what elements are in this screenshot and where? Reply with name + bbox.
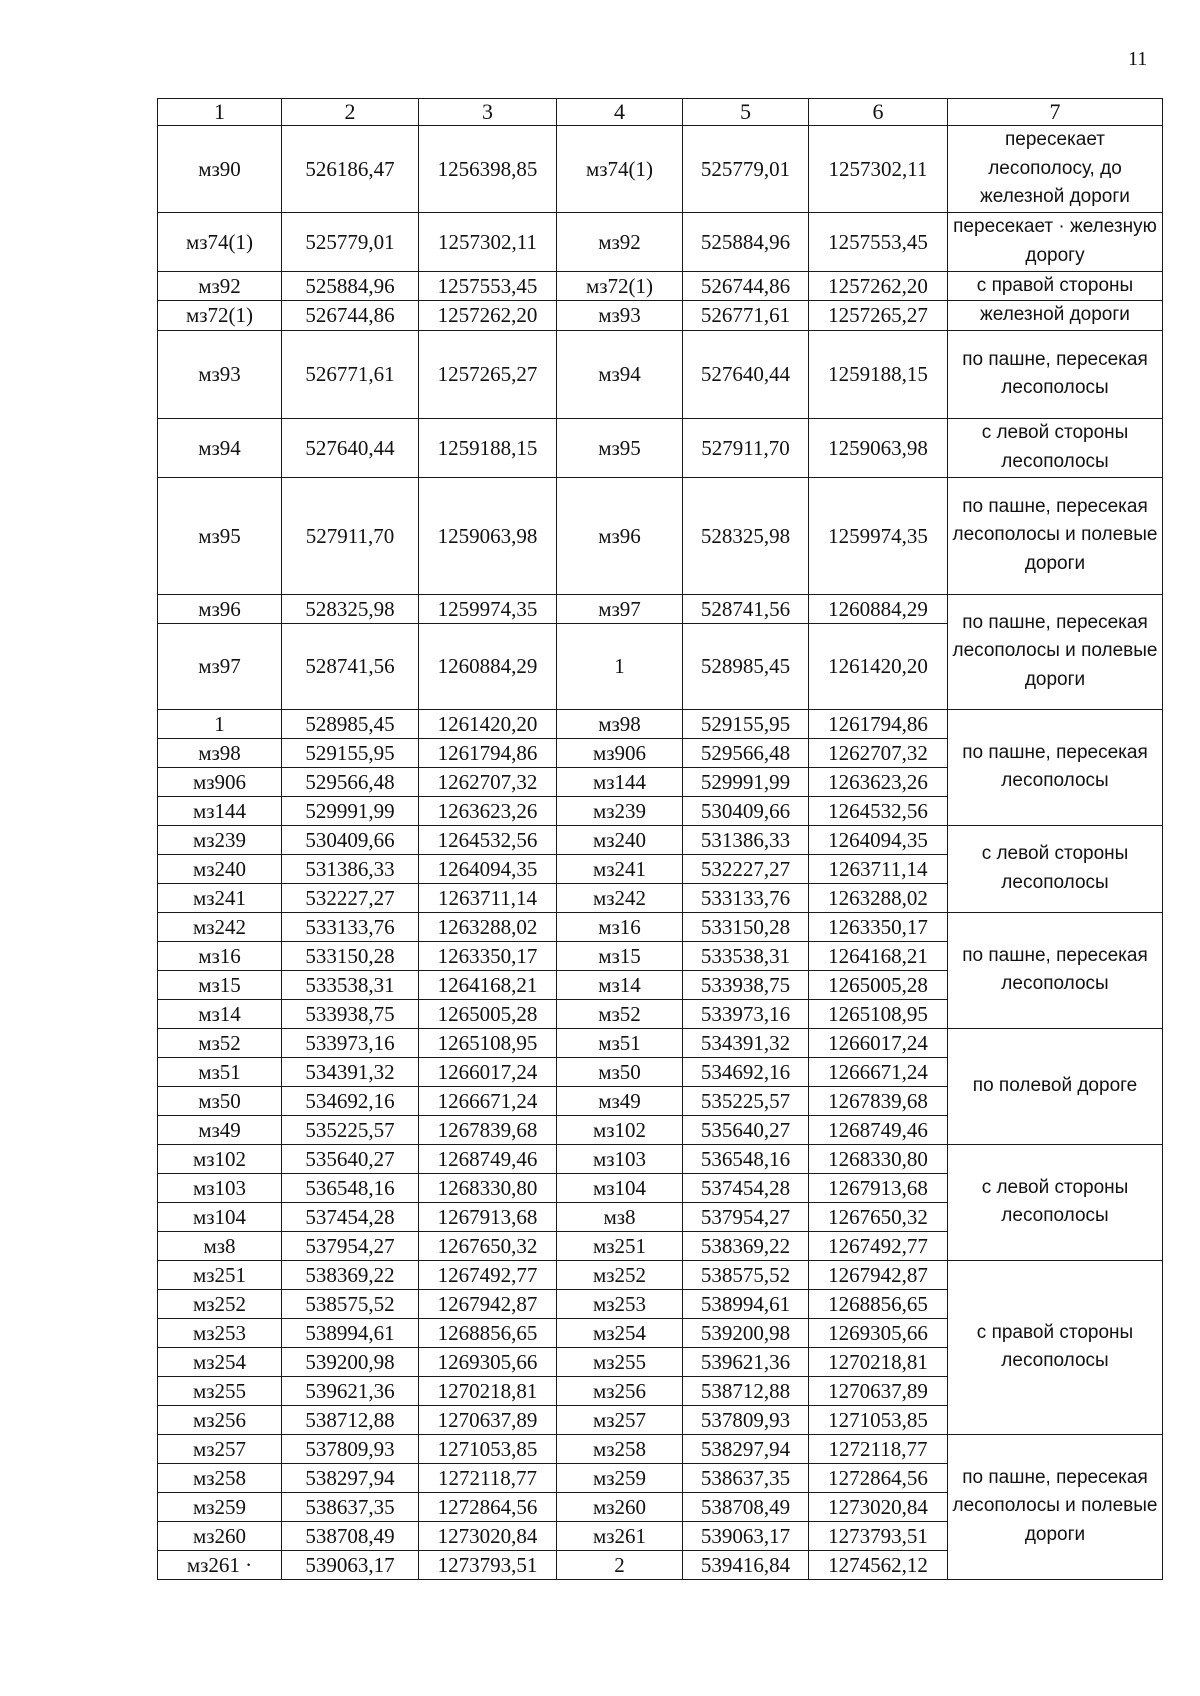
y-from-cell: 1268856,65 — [419, 1318, 557, 1347]
point-to-cell: мз98 — [557, 709, 683, 738]
x-from-cell: 534391,32 — [282, 1057, 419, 1086]
point-from-cell: мз95 — [158, 477, 282, 594]
y-to-cell: 1270637,89 — [809, 1376, 948, 1405]
point-to-cell: мз257 — [557, 1405, 683, 1434]
table-row — [158, 271, 1163, 301]
y-to-cell: 1267492,77 — [809, 1231, 948, 1260]
y-from-cell: 1262707,32 — [419, 767, 557, 796]
x-to-cell: 533150,28 — [683, 912, 809, 941]
point-from-cell: мз239 — [158, 825, 282, 854]
y-from-cell: 1257262,20 — [419, 301, 557, 331]
x-to-cell: 525884,96 — [683, 212, 809, 271]
point-from-cell: мз241 — [158, 883, 282, 912]
boundary-description-cell: с левой стороны лесополосы — [948, 1144, 1163, 1260]
y-from-cell: 1267913,68 — [419, 1202, 557, 1231]
x-to-cell: 539063,17 — [683, 1521, 809, 1550]
point-from-cell: мз240 — [158, 854, 282, 883]
column-header: 4 — [557, 99, 683, 126]
x-from-cell: 526186,47 — [282, 126, 419, 213]
point-to-cell: мз49 — [557, 1086, 683, 1115]
y-from-cell: 1271053,85 — [419, 1434, 557, 1463]
point-to-cell: мз104 — [557, 1173, 683, 1202]
point-to-cell: мз254 — [557, 1318, 683, 1347]
y-from-cell: 1264094,35 — [419, 854, 557, 883]
y-from-cell: 1272118,77 — [419, 1463, 557, 1492]
point-to-cell: мз14 — [557, 970, 683, 999]
x-from-cell: 526744,86 — [282, 301, 419, 331]
y-to-cell: 1262707,32 — [809, 738, 948, 767]
table-row — [158, 212, 1163, 271]
y-to-cell: 1264094,35 — [809, 825, 948, 854]
x-from-cell: 534692,16 — [282, 1086, 419, 1115]
point-to-cell: мз251 — [557, 1231, 683, 1260]
point-to-cell: мз256 — [557, 1376, 683, 1405]
table-body — [158, 99, 1163, 1580]
point-to-cell: мз252 — [557, 1260, 683, 1289]
point-to-cell: мз51 — [557, 1028, 683, 1057]
y-to-cell: 1261420,20 — [809, 623, 948, 709]
point-from-cell: мз96 — [158, 594, 282, 623]
point-from-cell: мз74(1) — [158, 212, 282, 271]
point-from-cell: мз97 — [158, 623, 282, 709]
y-from-cell: 1263623,26 — [419, 796, 557, 825]
boundary-description-cell: пересекает лесополосу, до железной дороги — [948, 126, 1163, 213]
x-from-cell: 533538,31 — [282, 970, 419, 999]
x-from-cell: 538708,49 — [282, 1521, 419, 1550]
point-to-cell: мз258 — [557, 1434, 683, 1463]
y-from-cell: 1269305,66 — [419, 1347, 557, 1376]
x-to-cell: 535640,27 — [683, 1115, 809, 1144]
y-to-cell: 1273020,84 — [809, 1492, 948, 1521]
x-to-cell: 526744,86 — [683, 271, 809, 301]
x-from-cell: 525779,01 — [282, 212, 419, 271]
table-row — [158, 330, 1163, 418]
x-from-cell: 536548,16 — [282, 1173, 419, 1202]
point-to-cell: мз102 — [557, 1115, 683, 1144]
boundary-description-cell: по пашне, пересекая лесополосы — [948, 709, 1163, 825]
x-from-cell: 538637,35 — [282, 1492, 419, 1521]
y-to-cell: 1266017,24 — [809, 1028, 948, 1057]
y-to-cell: 1263350,17 — [809, 912, 948, 941]
y-to-cell: 1273793,51 — [809, 1521, 948, 1550]
column-header: 5 — [683, 99, 809, 126]
x-from-cell: 525884,96 — [282, 271, 419, 301]
table-row — [158, 477, 1163, 594]
x-from-cell: 529991,99 — [282, 796, 419, 825]
point-from-cell: мз256 — [158, 1405, 282, 1434]
x-to-cell: 538708,49 — [683, 1492, 809, 1521]
point-from-cell: мз90 — [158, 126, 282, 213]
y-from-cell: 1266671,24 — [419, 1086, 557, 1115]
y-from-cell: 1265108,95 — [419, 1028, 557, 1057]
x-from-cell: 529566,48 — [282, 767, 419, 796]
y-from-cell: 1267650,32 — [419, 1231, 557, 1260]
point-to-cell: мз255 — [557, 1347, 683, 1376]
y-to-cell: 1257262,20 — [809, 271, 948, 301]
y-to-cell: 1257553,45 — [809, 212, 948, 271]
x-to-cell: 529991,99 — [683, 767, 809, 796]
point-to-cell: мз15 — [557, 941, 683, 970]
table-row — [158, 1028, 1163, 1057]
y-from-cell: 1257302,11 — [419, 212, 557, 271]
x-to-cell: 530409,66 — [683, 796, 809, 825]
y-from-cell: 1256398,85 — [419, 126, 557, 213]
x-from-cell: 532227,27 — [282, 883, 419, 912]
y-to-cell: 1269305,66 — [809, 1318, 948, 1347]
x-to-cell: 528325,98 — [683, 477, 809, 594]
y-to-cell: 1272864,56 — [809, 1463, 948, 1492]
point-from-cell: мз16 — [158, 941, 282, 970]
point-to-cell: 2 — [557, 1550, 683, 1579]
x-from-cell: 538369,22 — [282, 1260, 419, 1289]
y-to-cell: 1264168,21 — [809, 941, 948, 970]
point-from-cell: мз102 — [158, 1144, 282, 1173]
y-from-cell: 1267942,87 — [419, 1289, 557, 1318]
point-to-cell: мз94 — [557, 330, 683, 418]
y-to-cell: 1263623,26 — [809, 767, 948, 796]
x-from-cell: 526771,61 — [282, 330, 419, 418]
boundary-description-cell: пересекает · железную дорогу — [948, 212, 1163, 271]
x-from-cell: 533938,75 — [282, 999, 419, 1028]
point-from-cell: мз98 — [158, 738, 282, 767]
x-from-cell: 533973,16 — [282, 1028, 419, 1057]
y-to-cell: 1270218,81 — [809, 1347, 948, 1376]
y-to-cell: 1259188,15 — [809, 330, 948, 418]
point-to-cell: мз95 — [557, 418, 683, 477]
point-from-cell: 1 — [158, 709, 282, 738]
y-to-cell: 1268330,80 — [809, 1144, 948, 1173]
point-from-cell: мз51 — [158, 1057, 282, 1086]
y-from-cell: 1270637,89 — [419, 1405, 557, 1434]
y-from-cell: 1265005,28 — [419, 999, 557, 1028]
y-to-cell: 1259974,35 — [809, 477, 948, 594]
x-to-cell: 528741,56 — [683, 594, 809, 623]
x-to-cell: 537954,27 — [683, 1202, 809, 1231]
point-from-cell: мз242 — [158, 912, 282, 941]
x-from-cell: 528325,98 — [282, 594, 419, 623]
boundary-description-cell: по пашне, пересекая лесополосы и полевые дороги — [948, 477, 1163, 594]
y-to-cell: 1267942,87 — [809, 1260, 948, 1289]
point-from-cell: мз52 — [158, 1028, 282, 1057]
column-header: 3 — [419, 99, 557, 126]
y-to-cell: 1267839,68 — [809, 1086, 948, 1115]
column-header: 1 — [158, 99, 282, 126]
x-from-cell: 527911,70 — [282, 477, 419, 594]
boundary-description-cell: по пашне, пересекая лесополосы — [948, 912, 1163, 1028]
x-to-cell: 526771,61 — [683, 301, 809, 331]
point-to-cell: мз93 — [557, 301, 683, 331]
point-from-cell: мз144 — [158, 796, 282, 825]
x-to-cell: 533938,75 — [683, 970, 809, 999]
point-to-cell: мз906 — [557, 738, 683, 767]
x-to-cell: 538297,94 — [683, 1434, 809, 1463]
x-to-cell: 538637,35 — [683, 1463, 809, 1492]
point-to-cell: мз96 — [557, 477, 683, 594]
x-to-cell: 533973,16 — [683, 999, 809, 1028]
y-from-cell: 1261420,20 — [419, 709, 557, 738]
point-from-cell: мз8 — [158, 1231, 282, 1260]
point-from-cell: мз15 — [158, 970, 282, 999]
y-from-cell: 1266017,24 — [419, 1057, 557, 1086]
page-number: 11 — [1128, 48, 1148, 70]
point-to-cell: мз97 — [557, 594, 683, 623]
point-from-cell: мз253 — [158, 1318, 282, 1347]
y-from-cell: 1268330,80 — [419, 1173, 557, 1202]
x-to-cell: 539416,84 — [683, 1550, 809, 1579]
x-to-cell: 533133,76 — [683, 883, 809, 912]
coordinates-table — [157, 98, 1163, 1580]
point-from-cell: мз103 — [158, 1173, 282, 1202]
point-from-cell: мз94 — [158, 418, 282, 477]
y-from-cell: 1263350,17 — [419, 941, 557, 970]
point-to-cell: мз240 — [557, 825, 683, 854]
table-row — [158, 912, 1163, 941]
x-from-cell: 539200,98 — [282, 1347, 419, 1376]
x-to-cell: 539200,98 — [683, 1318, 809, 1347]
table-row — [158, 1260, 1163, 1289]
y-from-cell: 1259063,98 — [419, 477, 557, 594]
x-from-cell: 539621,36 — [282, 1376, 419, 1405]
table-header-row — [158, 99, 1163, 126]
x-from-cell: 527640,44 — [282, 418, 419, 477]
y-from-cell: 1259188,15 — [419, 418, 557, 477]
y-to-cell: 1267650,32 — [809, 1202, 948, 1231]
y-to-cell: 1257302,11 — [809, 126, 948, 213]
y-to-cell: 1263711,14 — [809, 854, 948, 883]
x-to-cell: 538712,88 — [683, 1376, 809, 1405]
x-from-cell: 535640,27 — [282, 1144, 419, 1173]
y-from-cell: 1261794,86 — [419, 738, 557, 767]
point-from-cell: мз92 — [158, 271, 282, 301]
x-to-cell: 531386,33 — [683, 825, 809, 854]
y-from-cell: 1264532,56 — [419, 825, 557, 854]
y-to-cell: 1271053,85 — [809, 1405, 948, 1434]
x-from-cell: 535225,57 — [282, 1115, 419, 1144]
column-header: 2 — [282, 99, 419, 126]
point-from-cell: мз93 — [158, 330, 282, 418]
table-row — [158, 301, 1163, 331]
table-row — [158, 1434, 1163, 1463]
boundary-description-cell: по пашне, пересекая лесополосы и полевые дороги — [948, 1434, 1163, 1579]
x-to-cell: 528985,45 — [683, 623, 809, 709]
boundary-description-cell: по пашне, пересекая лесополосы и полевые дороги — [948, 594, 1163, 709]
y-to-cell: 1268749,46 — [809, 1115, 948, 1144]
x-from-cell: 537809,93 — [282, 1434, 419, 1463]
point-from-cell: мз251 — [158, 1260, 282, 1289]
x-from-cell: 537954,27 — [282, 1231, 419, 1260]
point-from-cell: мз104 — [158, 1202, 282, 1231]
point-to-cell: мз74(1) — [557, 126, 683, 213]
x-from-cell: 538994,61 — [282, 1318, 419, 1347]
x-to-cell: 538994,61 — [683, 1289, 809, 1318]
point-to-cell: 1 — [557, 623, 683, 709]
column-header: 7 — [948, 99, 1163, 126]
point-from-cell: мз261 · — [158, 1550, 282, 1579]
point-to-cell: мз50 — [557, 1057, 683, 1086]
y-to-cell: 1265108,95 — [809, 999, 948, 1028]
point-to-cell: мз242 — [557, 883, 683, 912]
x-to-cell: 538575,52 — [683, 1260, 809, 1289]
point-to-cell: мз16 — [557, 912, 683, 941]
point-to-cell: мз253 — [557, 1289, 683, 1318]
boundary-description-cell: по полевой дороге — [948, 1028, 1163, 1144]
y-to-cell: 1266671,24 — [809, 1057, 948, 1086]
point-to-cell: мз261 — [557, 1521, 683, 1550]
point-to-cell: мз259 — [557, 1463, 683, 1492]
x-to-cell: 529566,48 — [683, 738, 809, 767]
y-from-cell: 1273793,51 — [419, 1550, 557, 1579]
point-to-cell: мз92 — [557, 212, 683, 271]
table-row — [158, 825, 1163, 854]
table-row — [158, 709, 1163, 738]
boundary-description-cell: с левой стороны лесополосы — [948, 418, 1163, 477]
point-to-cell: мз260 — [557, 1492, 683, 1521]
y-to-cell: 1260884,29 — [809, 594, 948, 623]
point-to-cell: мз144 — [557, 767, 683, 796]
y-to-cell: 1265005,28 — [809, 970, 948, 999]
y-from-cell: 1263288,02 — [419, 912, 557, 941]
y-from-cell: 1273020,84 — [419, 1521, 557, 1550]
x-from-cell: 538575,52 — [282, 1289, 419, 1318]
point-to-cell: мз72(1) — [557, 271, 683, 301]
y-from-cell: 1259974,35 — [419, 594, 557, 623]
x-to-cell: 529155,95 — [683, 709, 809, 738]
point-from-cell: мз50 — [158, 1086, 282, 1115]
x-to-cell: 525779,01 — [683, 126, 809, 213]
y-to-cell: 1272118,77 — [809, 1434, 948, 1463]
boundary-description-cell: с правой стороны лесополосы — [948, 1260, 1163, 1434]
y-to-cell: 1267913,68 — [809, 1173, 948, 1202]
x-from-cell: 533150,28 — [282, 941, 419, 970]
point-to-cell: мз52 — [557, 999, 683, 1028]
x-from-cell: 529155,95 — [282, 738, 419, 767]
y-to-cell: 1257265,27 — [809, 301, 948, 331]
y-to-cell: 1264532,56 — [809, 796, 948, 825]
x-to-cell: 537454,28 — [683, 1173, 809, 1202]
point-from-cell: мз255 — [158, 1376, 282, 1405]
y-from-cell: 1267492,77 — [419, 1260, 557, 1289]
x-to-cell: 534692,16 — [683, 1057, 809, 1086]
y-from-cell: 1260884,29 — [419, 623, 557, 709]
table-row — [158, 126, 1163, 213]
x-to-cell: 538369,22 — [683, 1231, 809, 1260]
x-from-cell: 538712,88 — [282, 1405, 419, 1434]
y-from-cell: 1272864,56 — [419, 1492, 557, 1521]
x-to-cell: 535225,57 — [683, 1086, 809, 1115]
boundary-description-cell: с левой стороны лесополосы — [948, 825, 1163, 912]
point-to-cell: мз241 — [557, 854, 683, 883]
y-from-cell: 1257265,27 — [419, 330, 557, 418]
point-from-cell: мз259 — [158, 1492, 282, 1521]
boundary-description-cell: с правой стороны — [948, 271, 1163, 301]
column-header: 6 — [809, 99, 948, 126]
point-from-cell: мз14 — [158, 999, 282, 1028]
y-to-cell: 1259063,98 — [809, 418, 948, 477]
table-row — [158, 594, 1163, 623]
y-to-cell: 1263288,02 — [809, 883, 948, 912]
x-from-cell: 528741,56 — [282, 623, 419, 709]
y-from-cell: 1270218,81 — [419, 1376, 557, 1405]
y-to-cell: 1274562,12 — [809, 1550, 948, 1579]
y-to-cell: 1268856,65 — [809, 1289, 948, 1318]
point-from-cell: мз257 — [158, 1434, 282, 1463]
y-from-cell: 1267839,68 — [419, 1115, 557, 1144]
point-from-cell: мз252 — [158, 1289, 282, 1318]
point-to-cell: мз239 — [557, 796, 683, 825]
x-from-cell: 530409,66 — [282, 825, 419, 854]
y-from-cell: 1257553,45 — [419, 271, 557, 301]
point-from-cell: мз258 — [158, 1463, 282, 1492]
y-to-cell: 1261794,86 — [809, 709, 948, 738]
x-to-cell: 537809,93 — [683, 1405, 809, 1434]
x-to-cell: 533538,31 — [683, 941, 809, 970]
x-from-cell: 538297,94 — [282, 1463, 419, 1492]
y-from-cell: 1268749,46 — [419, 1144, 557, 1173]
point-to-cell: мз103 — [557, 1144, 683, 1173]
x-to-cell: 527640,44 — [683, 330, 809, 418]
y-from-cell: 1264168,21 — [419, 970, 557, 999]
table-row — [158, 418, 1163, 477]
point-from-cell: мз72(1) — [158, 301, 282, 331]
point-from-cell: мз49 — [158, 1115, 282, 1144]
boundary-description-cell: по пашне, пересекая лесополосы — [948, 330, 1163, 418]
point-from-cell: мз254 — [158, 1347, 282, 1376]
x-from-cell: 539063,17 — [282, 1550, 419, 1579]
x-to-cell: 534391,32 — [683, 1028, 809, 1057]
x-to-cell: 527911,70 — [683, 418, 809, 477]
x-from-cell: 537454,28 — [282, 1202, 419, 1231]
x-to-cell: 536548,16 — [683, 1144, 809, 1173]
y-from-cell: 1263711,14 — [419, 883, 557, 912]
x-to-cell: 532227,27 — [683, 854, 809, 883]
x-from-cell: 528985,45 — [282, 709, 419, 738]
x-from-cell: 531386,33 — [282, 854, 419, 883]
point-to-cell: мз8 — [557, 1202, 683, 1231]
x-from-cell: 533133,76 — [282, 912, 419, 941]
table-row — [158, 1144, 1163, 1173]
x-to-cell: 539621,36 — [683, 1347, 809, 1376]
boundary-description-cell: железной дороги — [948, 301, 1163, 331]
point-from-cell: мз260 — [158, 1521, 282, 1550]
point-from-cell: мз906 — [158, 767, 282, 796]
